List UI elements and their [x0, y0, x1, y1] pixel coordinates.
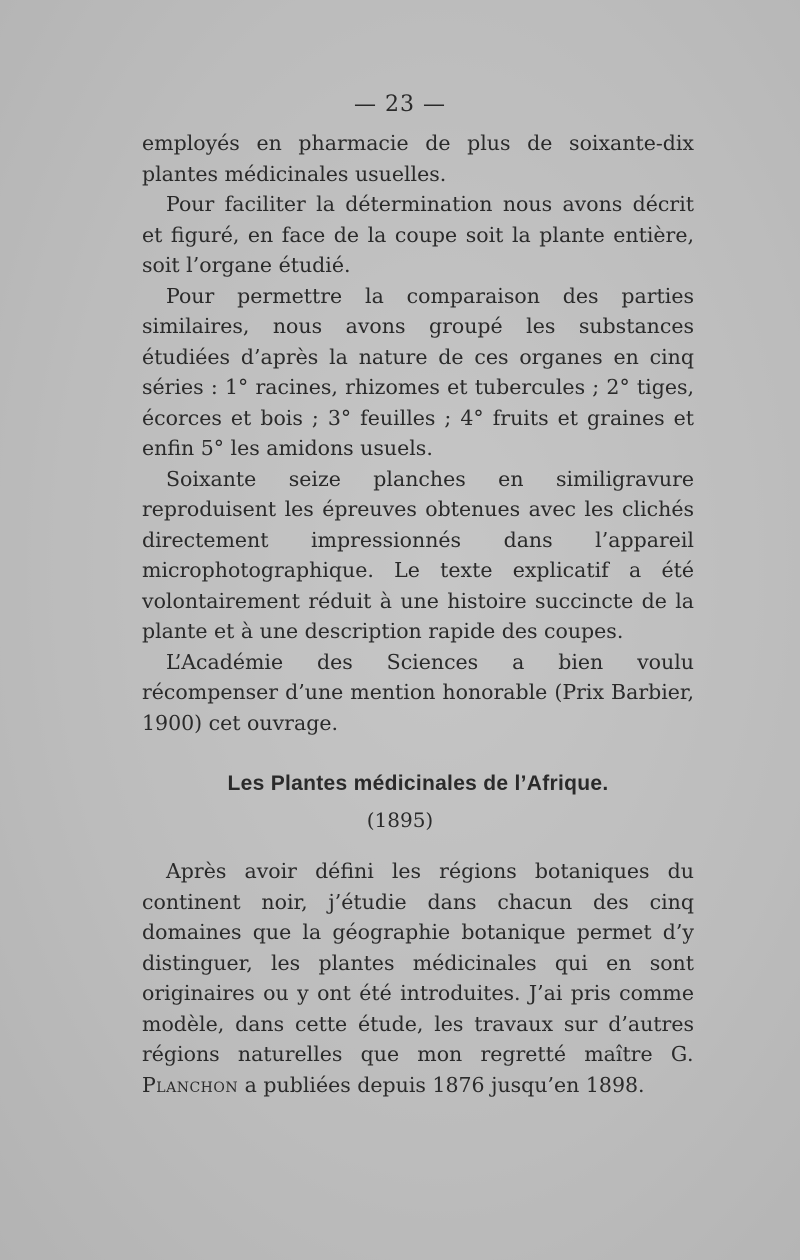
author-name: G. Planchon	[142, 1042, 694, 1097]
section-title: Les Plantes médicinales de l’Afrique.	[227, 772, 609, 795]
section-body-start: Après avoir défini les régions botaniques du continent noir, j’étudie dans chacun des cinq domaines que la géographie botanique permet d’y distinguer, les plantes médicinales qui en sont originaires ou y ont été introduites. J’ai pris comme modèle, dans cette étude, les travaux sur d’autres régions naturelles que mon regretté maître	[142, 859, 694, 1066]
section-body-end: a publiées depuis 1876 jusqu’en 1898.	[244, 1072, 645, 1097]
intro-text-block	[142, 128, 694, 738]
paragraph-determination: Pour faciliter la détermination nous avons décrit et figuré, en face de la coupe soit la plante entière, soit l’organe étudié.	[142, 192, 694, 277]
section-text-block	[142, 856, 694, 1100]
paragraph-continuation: employés en pharmacie de plus de soixante-dix plantes médicinales usuelles.	[142, 131, 694, 186]
paragraph-comparison: Pour permettre la comparaison des parties similaires, nous avons groupé les substances étudiées d’après la nature de ces organes en cinq séries : 1° racines, rhizomes et tubercules ; 2° tiges, écorces et bois ; 3° feuilles ; 4° fruits et graines et enfin 5° les amidons usuels.	[142, 283, 694, 460]
paragraph-plates: Soixante seize planches en similigravure reproduisent les épreuves obtenues avec les clichés directement impressionnés dans l’appareil microphotographique. Le texte explicatif a été volontairement réduit à une histoire succincte de la plante et à une description rapide des coupes.	[142, 466, 694, 643]
paragraph-academy: L’Académie des Sciences a bien voulu récompenser d’une mention honorable (Prix Barbier, 1900) cet ouvrage.	[142, 649, 694, 735]
section-paragraph	[142, 856, 694, 1100]
section-year: (1895)	[366, 808, 434, 832]
page-number: — 23 —	[354, 92, 446, 117]
